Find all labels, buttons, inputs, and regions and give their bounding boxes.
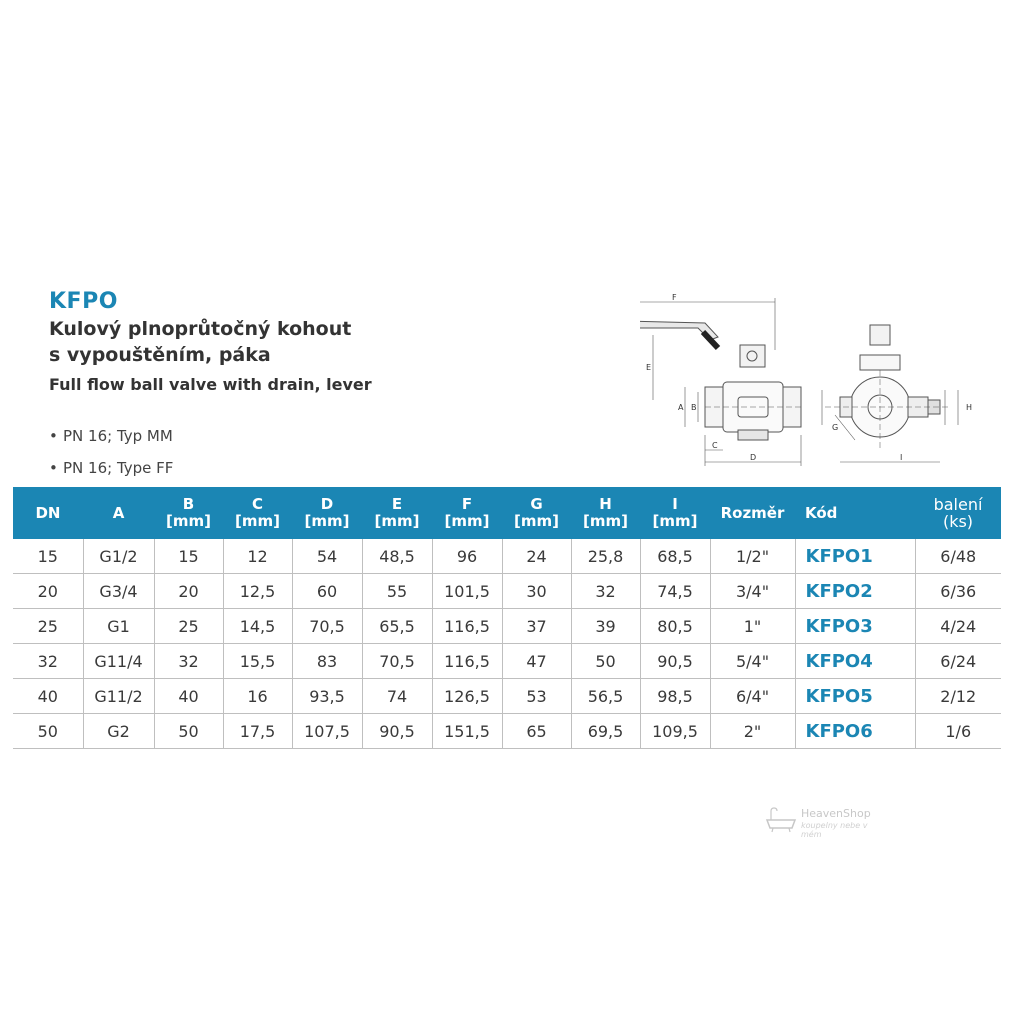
table-row: [13, 574, 1001, 609]
product-code: KFPO: [49, 289, 118, 314]
table-cell: 90,5: [362, 714, 432, 749]
table-cell: 32: [571, 574, 640, 609]
column-header: H [mm]: [571, 487, 640, 539]
watermark-tagline: koupelny nebe v mém: [801, 821, 868, 839]
table-cell: G2: [83, 714, 154, 749]
table-cell: 39: [571, 609, 640, 644]
product-code-cell: KFPO5: [795, 679, 915, 714]
dim-label-c: C: [712, 441, 718, 450]
table-cell: 48,5: [362, 539, 432, 574]
table-row: [13, 609, 1001, 644]
watermark-name: HeavenShop: [801, 807, 871, 820]
table-cell: 126,5: [432, 679, 502, 714]
dim-label-e: E: [646, 363, 652, 372]
table-cell: 80,5: [640, 609, 710, 644]
table-row: [13, 714, 1001, 749]
column-header: D [mm]: [292, 487, 362, 539]
table-cell: 116,5: [432, 644, 502, 679]
table-cell: 3/4": [710, 574, 795, 609]
table-cell: 50: [154, 714, 223, 749]
column-header: E [mm]: [362, 487, 432, 539]
table-cell: 2": [710, 714, 795, 749]
dim-label-a: A: [678, 403, 684, 412]
bullet-item: • PN 16; Typ MM: [49, 427, 173, 445]
table-row: [13, 644, 1001, 679]
table-cell: 54: [292, 539, 362, 574]
table-cell: 96: [432, 539, 502, 574]
table-cell: G1/2: [83, 539, 154, 574]
product-code-cell: KFPO2: [795, 574, 915, 609]
product-title-en: Full flow ball valve with drain, lever: [49, 375, 372, 394]
table-cell: 17,5: [223, 714, 292, 749]
table-cell: 68,5: [640, 539, 710, 574]
dim-label-h: H: [966, 403, 973, 412]
dim-label-i: I: [900, 453, 903, 462]
bullet-dot-icon: •: [49, 427, 58, 445]
table-cell: 4/24: [915, 609, 1001, 644]
table-cell: 74: [362, 679, 432, 714]
table-cell: 6/36: [915, 574, 1001, 609]
table-cell: 6/48: [915, 539, 1001, 574]
column-header: DN: [13, 487, 83, 539]
table-cell: 15,5: [223, 644, 292, 679]
table-cell: 83: [292, 644, 362, 679]
table-cell: 24: [502, 539, 571, 574]
bathtub-logo-icon: [765, 806, 797, 834]
table-cell: 40: [13, 679, 83, 714]
table-row: [13, 679, 1001, 714]
table-cell: 93,5: [292, 679, 362, 714]
table-cell: 107,5: [292, 714, 362, 749]
table-cell: 15: [13, 539, 83, 574]
table-cell: 56,5: [571, 679, 640, 714]
table-cell: 69,5: [571, 714, 640, 749]
table-cell: 109,5: [640, 714, 710, 749]
table-cell: 5/4": [710, 644, 795, 679]
table-body: [13, 539, 1001, 749]
table-cell: 12: [223, 539, 292, 574]
table-cell: 47: [502, 644, 571, 679]
column-header: Kód: [795, 487, 915, 539]
bullet-dot-icon: •: [49, 459, 58, 477]
product-code-cell: KFPO3: [795, 609, 915, 644]
table-cell: 55: [362, 574, 432, 609]
table-cell: 90,5: [640, 644, 710, 679]
table-row: [13, 539, 1001, 574]
product-title-cz-line2: s vypouštěním, páka: [49, 344, 271, 366]
column-header: C [mm]: [223, 487, 292, 539]
table-cell: 65: [502, 714, 571, 749]
table-header-row: [13, 487, 1001, 539]
table-cell: G1: [83, 609, 154, 644]
column-header: A: [83, 487, 154, 539]
table-cell: 25,8: [571, 539, 640, 574]
table-cell: 101,5: [432, 574, 502, 609]
bullet-item: • PN 16; Type FF: [49, 459, 174, 477]
watermark: [765, 806, 885, 839]
dim-label-d: D: [750, 453, 757, 462]
table-cell: 1/6: [915, 714, 1001, 749]
table-cell: 1": [710, 609, 795, 644]
table-cell: 60: [292, 574, 362, 609]
table-cell: 6/24: [915, 644, 1001, 679]
valve-technical-drawing: [640, 290, 980, 475]
dim-label-g: G: [832, 423, 839, 432]
product-code-cell: KFPO6: [795, 714, 915, 749]
table-cell: 25: [13, 609, 83, 644]
spec-table: [13, 487, 1001, 749]
table-cell: 20: [154, 574, 223, 609]
product-code-cell: KFPO4: [795, 644, 915, 679]
table-cell: 53: [502, 679, 571, 714]
table-cell: 1/2": [710, 539, 795, 574]
table-cell: G11/2: [83, 679, 154, 714]
product-title-cz-line1: Kulový plnoprůtočný kohout: [49, 318, 352, 340]
table-cell: 6/4": [710, 679, 795, 714]
dim-label-b: B: [691, 403, 697, 412]
table-cell: 65,5: [362, 609, 432, 644]
table-cell: 32: [13, 644, 83, 679]
table-cell: 32: [154, 644, 223, 679]
table-cell: 50: [13, 714, 83, 749]
column-header: balení (ks): [915, 487, 1001, 539]
table-cell: 50: [571, 644, 640, 679]
table-cell: 14,5: [223, 609, 292, 644]
column-header: Rozměr: [710, 487, 795, 539]
column-header: I [mm]: [640, 487, 710, 539]
table-cell: 20: [13, 574, 83, 609]
table-cell: 30: [502, 574, 571, 609]
product-code-cell: KFPO1: [795, 539, 915, 574]
table-cell: 74,5: [640, 574, 710, 609]
table-cell: 40: [154, 679, 223, 714]
table-cell: 25: [154, 609, 223, 644]
table-cell: 70,5: [292, 609, 362, 644]
table-cell: 151,5: [432, 714, 502, 749]
table-cell: 15: [154, 539, 223, 574]
dim-label-f: F: [672, 293, 677, 302]
table-cell: G3/4: [83, 574, 154, 609]
table-cell: 2/12: [915, 679, 1001, 714]
table-cell: 16: [223, 679, 292, 714]
table-cell: 12,5: [223, 574, 292, 609]
table-cell: 98,5: [640, 679, 710, 714]
table-cell: 116,5: [432, 609, 502, 644]
column-header: F [mm]: [432, 487, 502, 539]
table-cell: G11/4: [83, 644, 154, 679]
column-header: G [mm]: [502, 487, 571, 539]
table-cell: 37: [502, 609, 571, 644]
column-header: B [mm]: [154, 487, 223, 539]
table-cell: 70,5: [362, 644, 432, 679]
